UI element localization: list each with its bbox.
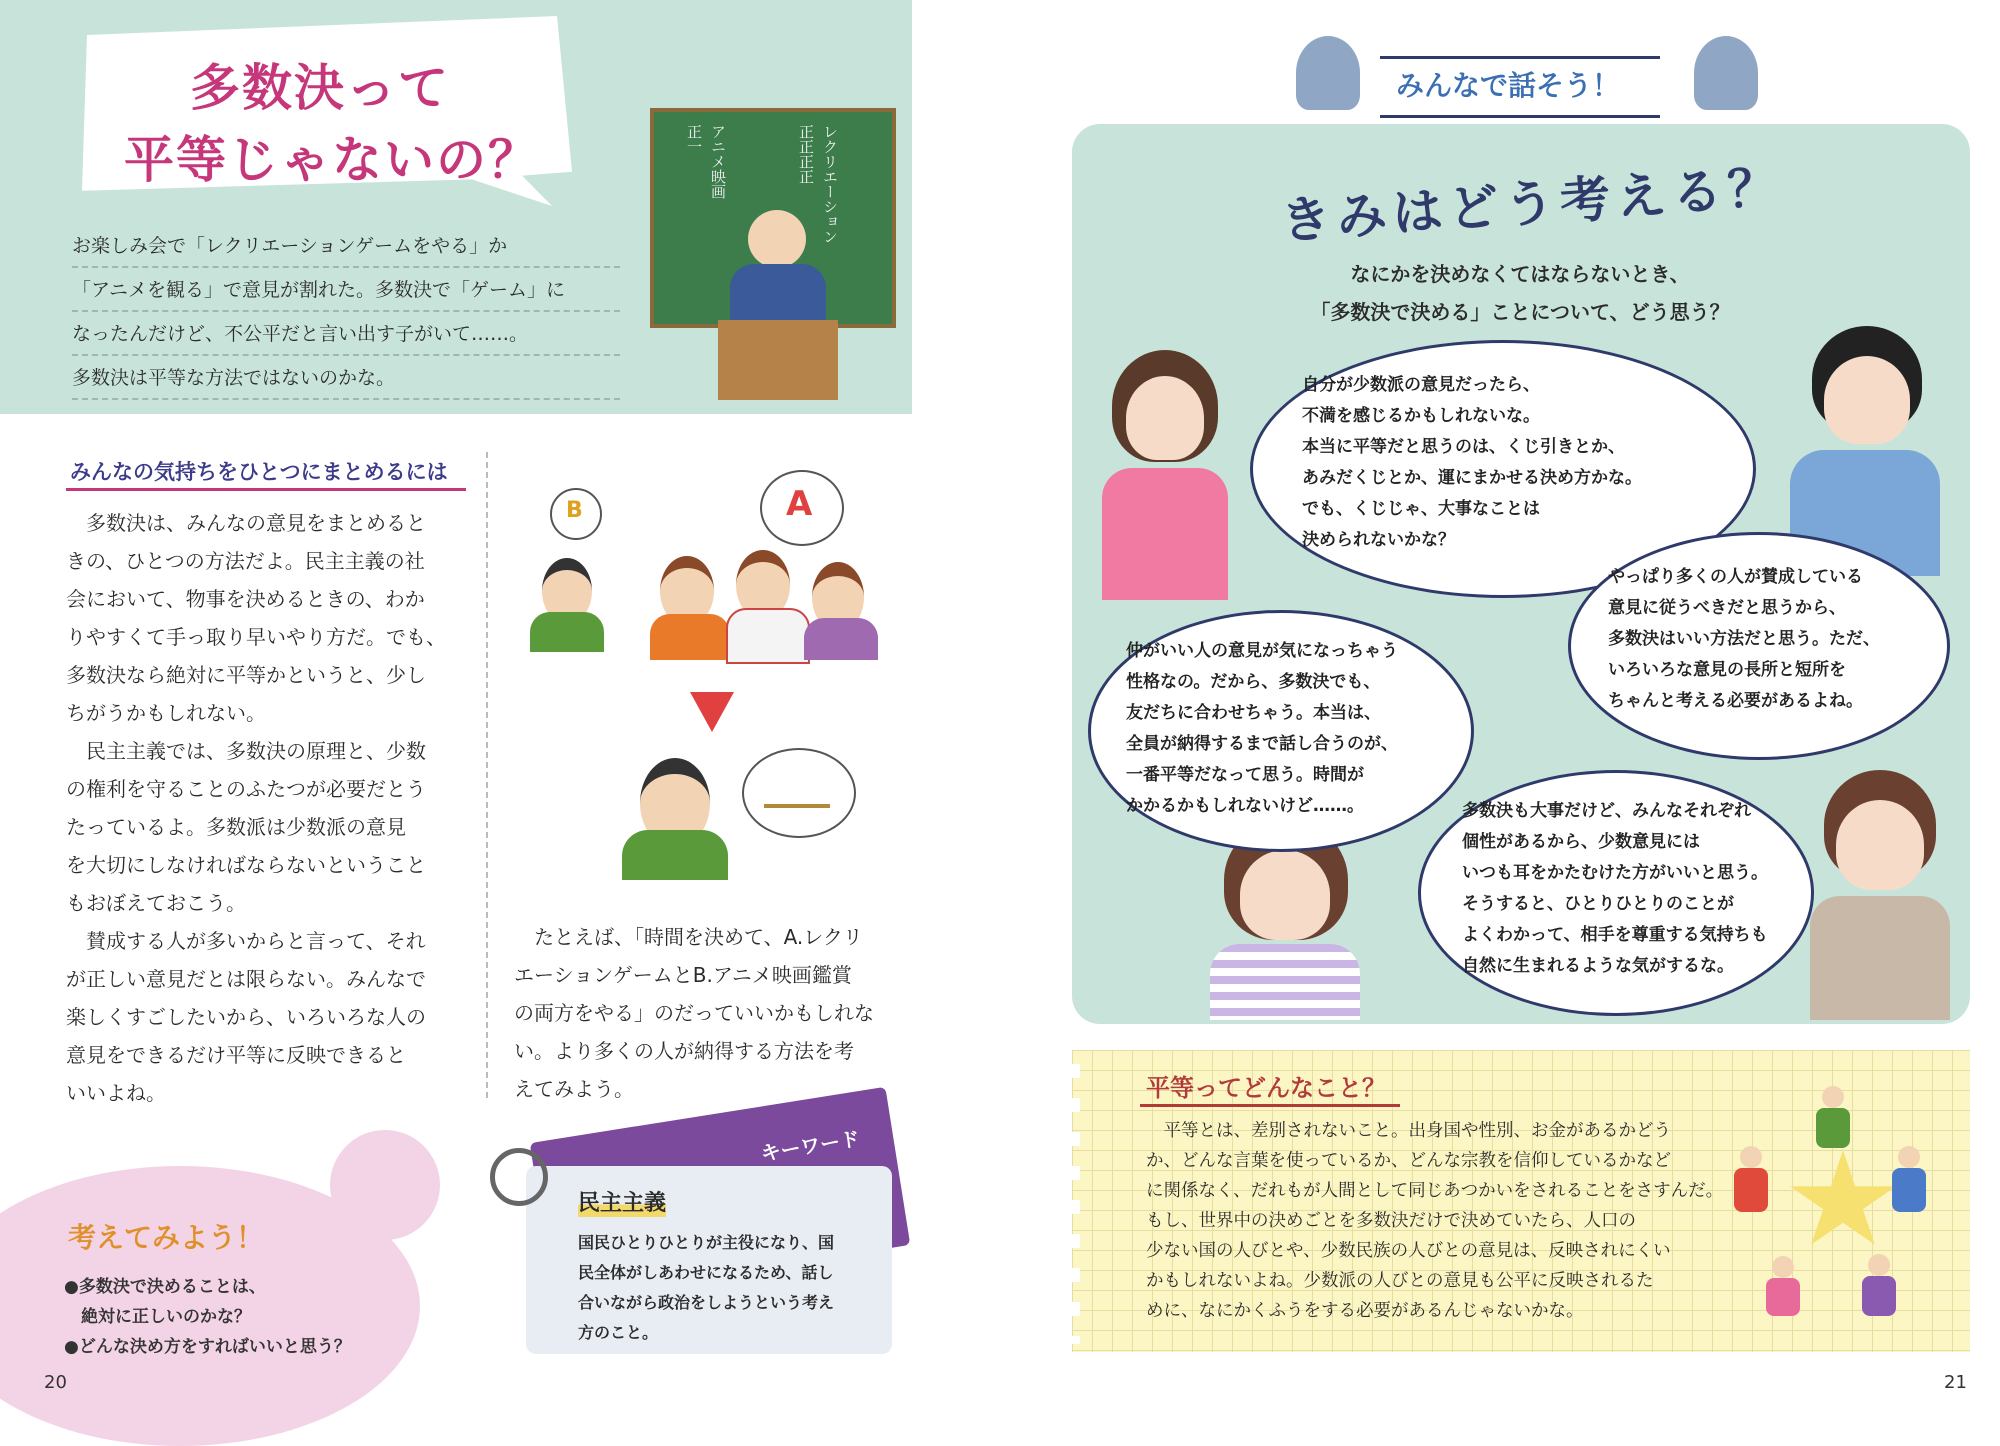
child-figure: [1740, 1146, 1762, 1168]
body-text: [66, 504, 466, 1112]
equality-line: か、どんな言葉を使っているか、どんな宗教を信仰しているかなど: [1146, 1151, 1671, 1171]
teacher-head: [748, 210, 806, 268]
equality-line: に関係なく、だれもが人間として同じあつかいをされることをさすんだ。: [1146, 1181, 1724, 1201]
heading-underline: [66, 488, 466, 491]
opinion-line: 一番平等だなって思う。時間が: [1126, 765, 1364, 785]
face: [1836, 800, 1924, 890]
intro-line-3: なったんだけど、不公平だと言い出す子がいて……。: [72, 314, 620, 356]
body-line: 会において、物事を決めるときの、わか: [66, 587, 425, 611]
notebook-holes: [1060, 1064, 1080, 1344]
intro-line-2: 「アニメを観る」で意見が割れた。多数決で「ゲーム」に: [72, 270, 620, 312]
opinion-line: 性格なの。だから、多数決でも、: [1126, 672, 1381, 692]
face: [1824, 356, 1910, 444]
silhouette-right-icon: [1694, 36, 1758, 110]
column-divider: [486, 452, 488, 1098]
opinion-text-4: [1462, 796, 1768, 982]
equality-underline: [1140, 1104, 1400, 1107]
opinion-line: 本当に平等だと思うのは、くじ引きとか、: [1302, 437, 1625, 457]
body-line: を大切にしなければならないということ: [66, 853, 426, 877]
opinion-line: かかるかもしれないけど……。: [1126, 796, 1364, 816]
child-body: [650, 614, 730, 660]
think-item: 絶対に正しいのかな？: [64, 1307, 251, 1327]
child-body: [726, 608, 810, 664]
example-line: い。より多くの人が納得する方法を考: [514, 1039, 854, 1063]
body-line: の権利を守ることのふたつが必要だとう: [66, 777, 426, 801]
opinion-text-1: [1302, 370, 1642, 556]
keyword-line: 民全体がしあわせになるため、話し: [578, 1263, 834, 1282]
body-line: ちがうかもしれない。: [66, 701, 266, 725]
opinion-text-2: [1608, 562, 1880, 717]
blackboard-text-4: 正一: [685, 124, 703, 154]
opinion-line: 全員が納得するまで話し合うのが、: [1126, 734, 1398, 754]
example-line: たとえば、「時間を決めて、A.レクリ: [514, 925, 863, 949]
opinion-line: でも、くじじゃ、大事なことは: [1302, 499, 1540, 519]
think-blob-dot: [368, 1140, 428, 1200]
equality-line: めに、なにかくふうをする必要があるんじゃないかな。: [1146, 1301, 1584, 1321]
opinion-line: 自然に生まれるような気がするな。: [1462, 956, 1734, 976]
equality-line: もし、世界中の決めごとを多数決だけで決めていたら、人口の: [1146, 1211, 1636, 1231]
child-body: [804, 618, 878, 660]
child-figure: [1822, 1086, 1844, 1108]
keyword-line: 方のこと。: [578, 1323, 659, 1342]
page-number-left: 20: [44, 1372, 67, 1393]
page-title-line-2: 平等じゃないの？: [124, 131, 540, 189]
body-line: 賛成する人が多いからと言って、それ: [66, 929, 426, 953]
opinion-line: 個性があるから、少数意見には: [1462, 832, 1700, 852]
opinion-line: 友だちに合わせちゃう。本当は、: [1126, 703, 1381, 723]
body-line: 意見をできるだけ平等に反映できると: [66, 1043, 406, 1067]
equality-heading: 平等ってどんなこと？: [1146, 1074, 1386, 1102]
example-text: [514, 918, 874, 1108]
character-girl-pink: [1090, 350, 1240, 600]
equality-line: 平等とは、差別されないこと。出身国や性別、お金があるかどう: [1146, 1121, 1671, 1141]
child-figure: [1766, 1278, 1800, 1316]
opinion-line: よくわかって、相手を尊重する気持ちも: [1462, 925, 1768, 945]
body-line: たっているよ。多数派は少数派の意見: [66, 815, 406, 839]
opinion-line: ちゃんと考える必要があるよね。: [1608, 691, 1863, 711]
face: [1240, 850, 1330, 940]
shirt: [1210, 944, 1360, 1020]
star-icon: [1788, 1150, 1898, 1254]
keyword-line: 合いながら政治をしようという考え: [578, 1293, 835, 1312]
body-line: 民主主義では、多数決の原理と、少数: [66, 739, 426, 763]
talk-banner: みんなで話そう！: [1396, 69, 1621, 102]
think-item: ●どんな決め方をすればいいと思う？: [64, 1337, 351, 1357]
shirt: [1102, 468, 1228, 600]
blackboard-text-3: アニメ映画: [709, 124, 727, 199]
opinion-line: 仲がいい人の意見が気になっちゃう: [1126, 641, 1398, 661]
intro-line-1: お楽しみ会で「レクリエーションゲームをやる」か: [72, 226, 620, 268]
child-figure: [1772, 1256, 1794, 1278]
opinion-line: 意見に従うべきだと思うから、: [1608, 598, 1846, 618]
opinion-line: いろいろな意見の長所と短所を: [1608, 660, 1846, 680]
panel-title: きみはどう考える？: [1278, 157, 1786, 251]
keyword-term: 民主主義: [578, 1186, 666, 1217]
page-title-line-1: 多数決って: [190, 59, 450, 117]
label-b: B: [566, 498, 583, 523]
child-figure: [1892, 1168, 1926, 1212]
opinion-line: 多数決はいい方法だと思う。ただ、: [1608, 629, 1880, 649]
example-line: の両方をやる」のだっていいかもしれな: [514, 1001, 874, 1025]
body-line: 多数決は、みんなの意見をまとめると: [66, 511, 426, 535]
blackboard-text-2: 正正正正: [797, 124, 815, 184]
example-line: えてみよう。: [514, 1077, 634, 1101]
opinion-line: やっぱり多くの人が賛成している: [1608, 567, 1863, 587]
teacher-podium: [718, 320, 838, 400]
think-title: 考えてみよう！: [68, 1221, 265, 1254]
child-figure: [1862, 1276, 1896, 1316]
equality-line: 少ない国の人びとや、少数民族の人びとの意見は、反映されにくい: [1146, 1241, 1671, 1261]
opinion-line: あみだくじとか、運にまかせる決め方かな。: [1302, 468, 1642, 488]
opinion-line: そうすると、ひとりひとりのことが: [1462, 894, 1734, 914]
equality-line: かもしれないよね。少数派の人びとの意見も公平に反映されるた: [1146, 1271, 1654, 1291]
balance-scale-icon: [764, 778, 830, 808]
keyword-definition: [578, 1228, 834, 1348]
body-line: 楽しくすごしたいから、いろいろな人の: [66, 1005, 426, 1029]
child-figure: [1816, 1108, 1850, 1148]
question-line-2: 「多数決で決める」ことについて、どう思う？: [1310, 300, 1730, 324]
child-figure: [1734, 1168, 1768, 1212]
group-illustration: [520, 470, 900, 890]
opinion-line: いつも耳をかたむけた方がいいと思う。: [1462, 863, 1768, 883]
body-line: が正しい意見だとは限らない。みんなで: [66, 967, 426, 991]
example-line: エーションゲームとB.アニメ映画鑑賞: [514, 963, 852, 987]
card-ring-icon: [490, 1148, 548, 1206]
page-number-right: 21: [1944, 1372, 1967, 1393]
keyword-line: 国民ひとりひとりが主役になり、国: [578, 1233, 835, 1252]
child-figure: [1898, 1146, 1920, 1168]
label-a: A: [786, 484, 813, 524]
opinion-line: 自分が少数派の意見だったら、: [1302, 375, 1540, 395]
body-line: 多数決なら絶対に平等かというと、少し: [66, 663, 426, 687]
opinion-text-3: [1126, 636, 1398, 822]
equality-text: [1146, 1116, 1723, 1326]
star-children-illustration: [1728, 1086, 1948, 1316]
face: [1126, 376, 1204, 460]
opinion-line: 多数決も大事だけど、みんなそれぞれ: [1462, 801, 1751, 821]
child-body: [622, 830, 728, 880]
section-heading: みんなの気持ちをひとつにまとめるには: [70, 460, 448, 484]
body-line: りやすくて手っ取り早いやり方だ。でも、: [66, 625, 446, 649]
character-boy-beige: [1800, 770, 1960, 1020]
body-line: いいよね。: [66, 1081, 166, 1105]
question-line-1: なにかを決めなくてはならないとき、: [1350, 262, 1690, 286]
body-line: きの、ひとつの方法だよ。民主主義の社: [66, 549, 425, 573]
silhouette-left-icon: [1296, 36, 1360, 110]
child-figure: [1868, 1254, 1890, 1276]
shirt: [1810, 896, 1950, 1020]
child-body: [530, 612, 604, 652]
opinion-line: 決められないかな？: [1302, 530, 1455, 550]
opinion-line: 不満を感じるかもしれないな。: [1302, 406, 1540, 426]
down-arrow-icon: [690, 692, 734, 732]
think-item: ●多数決で決めることは、: [64, 1277, 266, 1297]
keyword-tab-label: キーワード: [758, 1126, 862, 1166]
intro-line-4: 多数決は平等な方法ではないのかな。: [72, 358, 620, 400]
blackboard-text-1: レクリエーション: [821, 124, 839, 244]
body-line: もおぼえておこう。: [66, 891, 246, 915]
